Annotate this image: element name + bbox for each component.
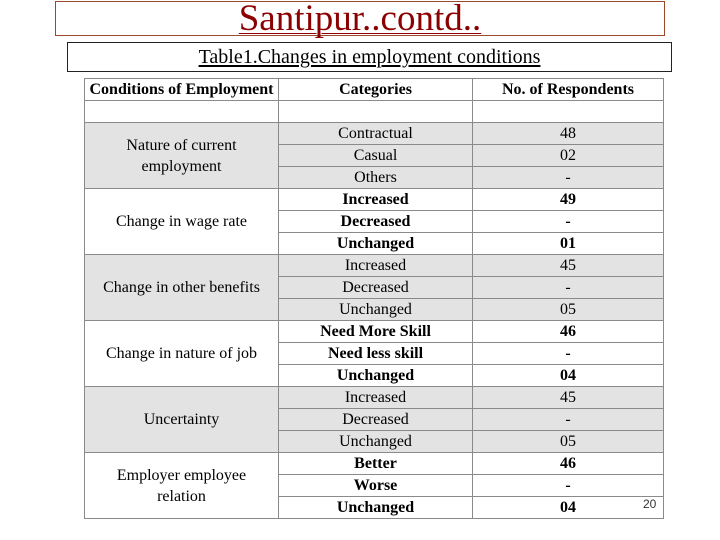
table-row [85, 387, 664, 409]
category-cell: Better [279, 453, 473, 475]
respondents-cell: - [473, 167, 664, 189]
table-row [85, 321, 664, 343]
category-cell: Decreased [279, 211, 473, 233]
respondents-cell: 04 [473, 497, 664, 519]
category-cell: Unchanged [279, 299, 473, 321]
category-cell: Worse [279, 475, 473, 497]
category-cell: Unchanged [279, 431, 473, 453]
table-body [85, 101, 664, 519]
respondents-cell: 45 [473, 255, 664, 277]
category-cell: Increased [279, 189, 473, 211]
category-cell: Unchanged [279, 233, 473, 255]
respondents-cell: 01 [473, 233, 664, 255]
category-cell: Contractual [279, 123, 473, 145]
table-caption: Table1.Changes in employment conditions [198, 46, 541, 68]
condition-cell: Change in other benefits [85, 255, 279, 321]
category-cell: Increased [279, 387, 473, 409]
category-cell: Others [279, 167, 473, 189]
employment-conditions-table [84, 78, 664, 519]
table-row [85, 123, 664, 145]
employment-table-container [84, 78, 664, 519]
category-cell: Decreased [279, 277, 473, 299]
respondents-cell: 45 [473, 387, 664, 409]
respondents-cell: - [473, 343, 664, 365]
respondents-cell: 04 [473, 365, 664, 387]
category-cell: Decreased [279, 409, 473, 431]
table-row [85, 453, 664, 475]
respondents-cell: 48 [473, 123, 664, 145]
spacer-cell [279, 101, 473, 123]
respondents-cell: - [473, 211, 664, 233]
respondents-cell: - [473, 277, 664, 299]
spacer-cell [85, 101, 279, 123]
header-respondents: No. of Respondents [473, 79, 664, 101]
category-cell: Need less skill [279, 343, 473, 365]
table-spacer-row [85, 101, 664, 123]
respondents-cell: 05 [473, 431, 664, 453]
respondents-cell: 46 [473, 321, 664, 343]
header-categories: Categories [279, 79, 473, 101]
condition-cell: Change in nature of job [85, 321, 279, 387]
respondents-cell: - [473, 475, 664, 497]
category-cell: Increased [279, 255, 473, 277]
category-cell: Unchanged [279, 497, 473, 519]
condition-cell: Change in wage rate [85, 189, 279, 255]
respondents-cell: - [473, 409, 664, 431]
table-header-row [85, 79, 664, 101]
slide-title-box [55, 0, 665, 39]
category-cell: Need More Skill [279, 321, 473, 343]
condition-cell: Nature of current employment [85, 123, 279, 189]
table-row [85, 189, 664, 211]
condition-cell: Uncertainty [85, 387, 279, 453]
table-caption-box [67, 42, 672, 72]
respondents-cell: 46 [473, 453, 664, 475]
category-cell: Casual [279, 145, 473, 167]
respondents-cell: 05 [473, 299, 664, 321]
category-cell: Unchanged [279, 365, 473, 387]
respondents-cell: 02 [473, 145, 664, 167]
table-row [85, 255, 664, 277]
condition-cell: Employer employee relation [85, 453, 279, 519]
page-number: 20 [643, 497, 657, 511]
spacer-cell [473, 101, 664, 123]
slide-title: Santipur..contd.. [238, 0, 482, 39]
respondents-cell: 49 [473, 189, 664, 211]
header-conditions: Conditions of Employment [85, 79, 279, 101]
